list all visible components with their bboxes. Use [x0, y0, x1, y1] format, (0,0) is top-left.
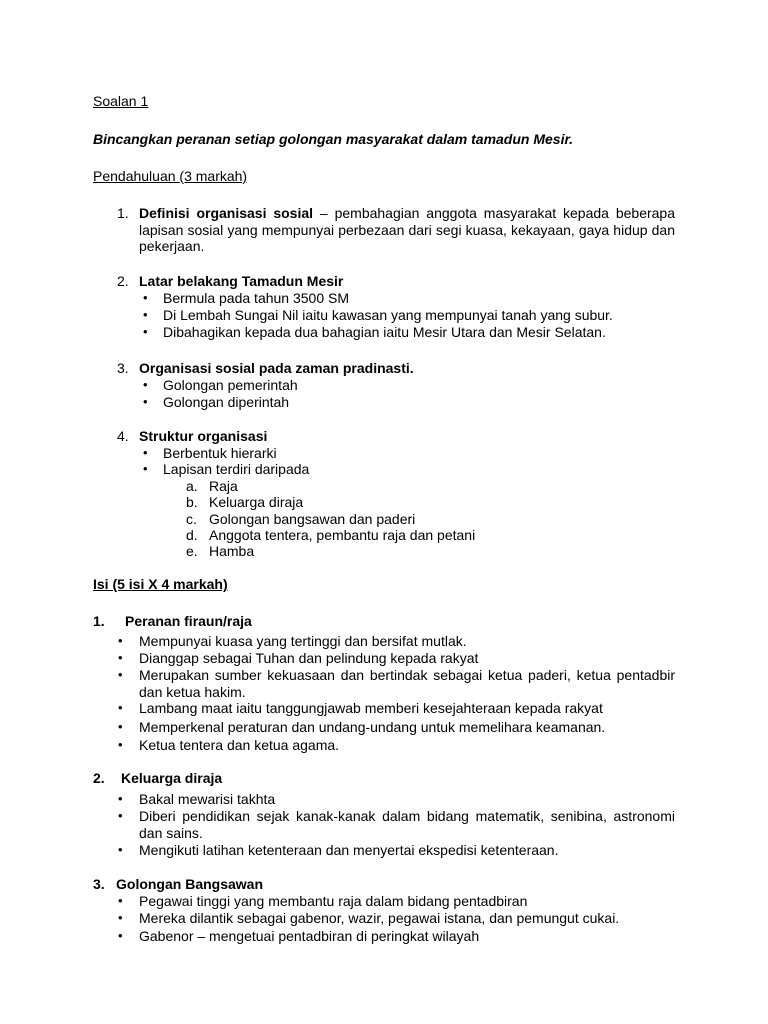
intro-item-heading: Struktur organisasi: [139, 428, 268, 444]
list-item: Mengikuti latihan ketenteraan dan menyertai ekspedisi ketenteraan.: [139, 842, 559, 858]
list-item: Dibahagikan kepada dua bahagian iaitu Mesir Utara dan Mesir Selatan.: [163, 324, 606, 340]
intro-number: 4.: [117, 428, 129, 444]
section-heading: Keluarga diraja: [121, 770, 223, 786]
bullet-icon: •: [118, 893, 123, 908]
list-item: Berbentuk hierarki: [163, 445, 277, 461]
bullet-icon: •: [118, 910, 123, 925]
list-item: Bermula pada tahun 3500 SM: [163, 290, 350, 306]
sublist-item: Anggota tentera, pembantu raja dan petani: [209, 527, 476, 543]
intro-number: 2.: [117, 273, 129, 289]
section-heading: Golongan Bangsawan: [116, 876, 264, 892]
bullet-icon: •: [118, 737, 123, 752]
list-item: Diberi pendidikan sejak kanak-kanak dalam bidang matematik, senibina, astronomi dan sains.: [139, 808, 675, 841]
sublist-item: Hamba: [209, 543, 255, 559]
bullet-icon: •: [143, 307, 148, 322]
intro-item-definition: [139, 205, 675, 255]
bullet-icon: •: [118, 633, 123, 648]
list-item: Dianggap sebagai Tuhan dan pelindung kepada rakyat: [139, 650, 479, 666]
section-number: 3.: [93, 876, 105, 892]
section-number: 1.: [93, 613, 105, 629]
bullet-icon: •: [118, 700, 123, 715]
list-item: Ketua tentera dan ketua agama.: [139, 737, 340, 753]
bullet-icon: •: [118, 667, 123, 682]
bullet-icon: •: [143, 461, 148, 476]
list-item: Di Lembah Sungai Nil iaitu kawasan yang mempunyai tanah yang subur.: [163, 307, 613, 323]
sublist-marker: b.: [186, 494, 198, 510]
list-item: Bakal mewarisi takhta: [139, 791, 276, 807]
intro-heading: Pendahuluan (3 markah): [93, 168, 248, 184]
bullet-icon: •: [143, 377, 148, 392]
sublist-marker: d.: [186, 527, 198, 543]
bullet-icon: •: [143, 324, 148, 339]
bullet-icon: •: [118, 808, 123, 823]
section-heading: Peranan firaun/raja: [125, 613, 252, 629]
sublist-item: Raja: [209, 478, 238, 494]
sublist-marker: c.: [186, 511, 197, 527]
list-item: Merupakan sumber kekuasaan dan bertindak sebagai ketua paderi, ketua pentadbir dan ketua hakim.: [139, 667, 675, 700]
list-item: Lapisan terdiri daripada: [163, 461, 310, 477]
intro-number: 3.: [117, 360, 129, 376]
intro-item-heading: Latar belakang Tamadun Mesir: [139, 273, 344, 289]
bullet-icon: •: [118, 928, 123, 943]
sublist-item: Golongan bangsawan dan paderi: [209, 511, 416, 527]
list-item: Gabenor – mengetuai pentadbiran di peringkat wilayah: [139, 928, 480, 944]
section-number: 2.: [93, 770, 105, 786]
sublist-item: Keluarga diraja: [209, 494, 304, 510]
bullet-icon: •: [143, 290, 148, 305]
list-item: Lambang maat iaitu tanggungjawab memberi kesejahteraan kepada rakyat: [139, 700, 603, 716]
list-item: Mempunyai kuasa yang tertinggi dan bersifat mutlak.: [139, 633, 467, 649]
sublist-marker: e.: [186, 543, 198, 559]
page-title: Soalan 1: [93, 93, 149, 109]
body-heading: Isi (5 isi X 4 markah): [93, 576, 228, 592]
bullet-icon: •: [118, 842, 123, 857]
question-text: Bincangkan peranan setiap golongan masyarakat dalam tamadun Mesir.: [93, 131, 574, 147]
intro-item-heading: Definisi organisasi sosial: [139, 205, 314, 221]
sublist-marker: a.: [186, 478, 198, 494]
bullet-icon: •: [118, 791, 123, 806]
bullet-icon: •: [118, 650, 123, 665]
intro-number: 1.: [117, 205, 129, 221]
intro-item-text: – pembahagian anggota masyarakat kepada beberapa lapisan sosial yang mempunyai perbezaan dari segi kuasa, kekayaan, gaya hidup dan pekerjaan.: [139, 205, 675, 254]
bullet-icon: •: [143, 445, 148, 460]
list-item: Memperkenal peraturan dan undang-undang untuk memelihara keamanan.: [139, 719, 606, 735]
list-item: Mereka dilantik sebagai gabenor, wazir, pegawai istana, dan pemungut cukai.: [139, 910, 620, 926]
intro-item-heading: Organisasi sosial pada zaman pradinasti.: [139, 360, 414, 376]
list-item: Golongan pemerintah: [163, 377, 298, 393]
list-item: Pegawai tinggi yang membantu raja dalam bidang pentadbiran: [139, 893, 528, 909]
bullet-icon: •: [118, 719, 123, 734]
bullet-icon: •: [143, 394, 148, 409]
list-item: Golongan diperintah: [163, 394, 290, 410]
